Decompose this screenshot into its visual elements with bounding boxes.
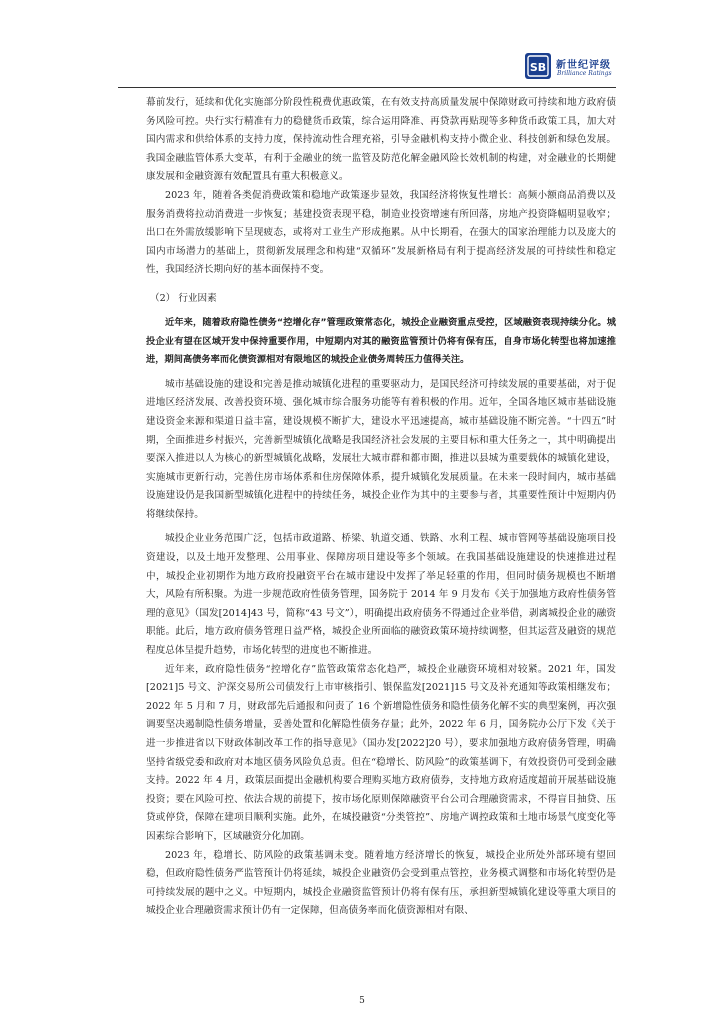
page-header [118,48,616,88]
brand-logo [524,52,624,82]
logo-english-name: Brilliance Ratings [557,70,612,77]
svg-text:SB: SB [529,61,547,74]
paragraph-economic-outlook: 2023 年，随着各类促消费政策和稳地产政策逐步显效，我国经济将恢复性增长：高频小额商品消费以及服务消费将拉动消费进一步恢复；基建投资表现平稳，制造业投资增速有所回落，房地产投资降幅明显收窄；出口在外需放缓影响下呈现疲态，或将对工业生产形成拖累。从中长期看，在强大的国家治理能力以及庞大的国内市场潜力的基础上，贯彻新发展理念和构建“双循环”发展新格局有利于提高经济发展的可持续性和稳定性，我国经济长期向好的基本面保持不变。 [146,189,616,276]
paragraph-summary-bold: 近年来，随着政府隐性债务“控增化存”管理政策常态化，城投企业融资重点受控，区域融资表现持续分化。城投企业有望在区域开发中保持重要作用，中短期内对其的融资监管预计仍将有保有压，自身市场化转型也将加速推进，期间高债务率而化债资源相对有限地区的城投企业债务周转压力值得关注。 [146,316,616,366]
header-divider [118,87,616,88]
paragraph-monetary-policy: 幕前发行，延续和优化实施部分阶段性税费优惠政策，在有效支持高质量发展中保障财政可持续和地方政府债务风险可控。央行实行精准有力的稳健货币政策，综合运用降准、再贷款再贴现等多种货币政策工具，加大对国内需求和供给体系的支持力度，保持流动性合理充裕，引导金融机构支持小微企业、科技创新和绿色发展。我国金融监管体系大变革，有利于金融业的统一监管及防范化解金融风险长效机制的构建，对金融业的长期健康发展和金融资源有效配置具有重大积极意义。 [146,97,616,183]
document-body [146,94,616,921]
section-heading-industry-factors: （2） 行业因素 [150,292,217,304]
paragraph-business-scope: 城投企业业务范围广泛，包括市政道路、桥梁、轨道交通、铁路、水利工程、城市管网等基础设施项目投资建设，以及土地开发整理、公用事业、保障房项目建设等多个领域。在我国基础设施建设的快速推进过程中，城投企业初期作为地方政府投融资平台在城市建设中发挥了举足轻重的作用，但同时债务规模也不断增大，风险有所积聚。为进一步规范政府性债务管理，国务院于 2014 年 9 月发布《关于加强地方政府性债务管理的意见》（国发[2014]43 号，简称“43 号文”），明确提出政府债务不得通过企业举借，剥离城投企业的融资职能。此后，地方政府债务管理日益严格，城投企业所面临的融资政策环境持续调整，但其运营及融资的规范程度总体呈提升趋势，市场化转型的进度也不断推进。 [146,533,616,657]
paragraph-debt-regulation: 近年来，政府隐性债务“控增化存”监管政策常态化趋严，城投企业融资环境相对较紧。2021 年，国发[2021]5 号文、沪深交易所公司债发行上市审核指引、银保监发[2021]15 号文及补充通知等政策相继发布；2022 年 5 月和 7 月，财政部先后通报和问责了 16 个新增隐性债务和隐性债务化解不实的典型案例，再次强调要坚决遏制隐性债务增量，妥善处置和化解隐性债务存量；此外，2022 年 6 月，国务院办公厅下发《关于进一步推进省以下财政体制改革工作的指导意见》（国办发[2022]20 号），要求加强地方政府债务管理，明确坚持省级党委和政府对本地区债务风险负总责。但在“稳增长、防风险”的政策基调下，有效投资仍可受到金融支持。2022 年 4 月，政策层面提出金融机构要合理购买地方政府债券，支持地方政府适度超前开展基础设施投资；要在风险可控、依法合规的前提下，按市场化原则保障融资平台公司合理融资需求，不得盲目抽贷、压贷或停贷，保障在建项目顺利实施。此外，在城投融资“分类管控”、房地产调控政策和土地市场景气度变化等因素综合影响下，区域融资分化加剧。 [146,663,616,842]
logo-chinese-name: 新世纪评级 [556,60,611,71]
paragraph-urban-infrastructure: 城市基础设施的建设和完善是推动城镇化进程的重要驱动力，是国民经济可持续发展的重要基础，对于促进地区经济发展、改善投资环境、强化城市综合服务功能等有着积极的作用。近年，全国各地区城市基础设施建设资金来源和渠道日益丰富，建设规模不断扩大，建设水平迅速提高，城市基础设施不断完善。“十四五”时期，全面推进乡村振兴，完善新型城镇化战略是我国经济社会发展的主要目标和重大任务之一，其中明确提出要深入推进以人为核心的新型城镇化战略，发展壮大城市群和都市圈，推进以县城为重要载体的城镇化建设，实施城市更新行动，完善住房市场体系和住房保障体系，提升城镇化发展质量。在未来一段时间内，城市基础设施建设仍是我国新型城镇化进程中的持续任务，城投企业作为其中的主要参与者，其重要性预计中短期内仍将继续保持。 [146,378,616,520]
brilliance-logo-icon [524,52,552,80]
page-number: 5 [359,996,365,1006]
paragraph-2023-outlook: 2023 年，稳增长、防风险的政策基调未变。随着地方经济增长的恢复，城投企业所处外部环境有望回稳，但政府隐性债务严监管预计仍将延续，城投企业融资仍会受到重点管控，业务模式调整和市场化转型仍是可持续发展的题中之义。中短期内，城投企业融资监管预计仍将有保有压，承担新型城镇化建设等重大项目的城投企业合理融资需求预计仍有一定保障，但高债务率而化债资源相对有限、 [146,849,616,917]
